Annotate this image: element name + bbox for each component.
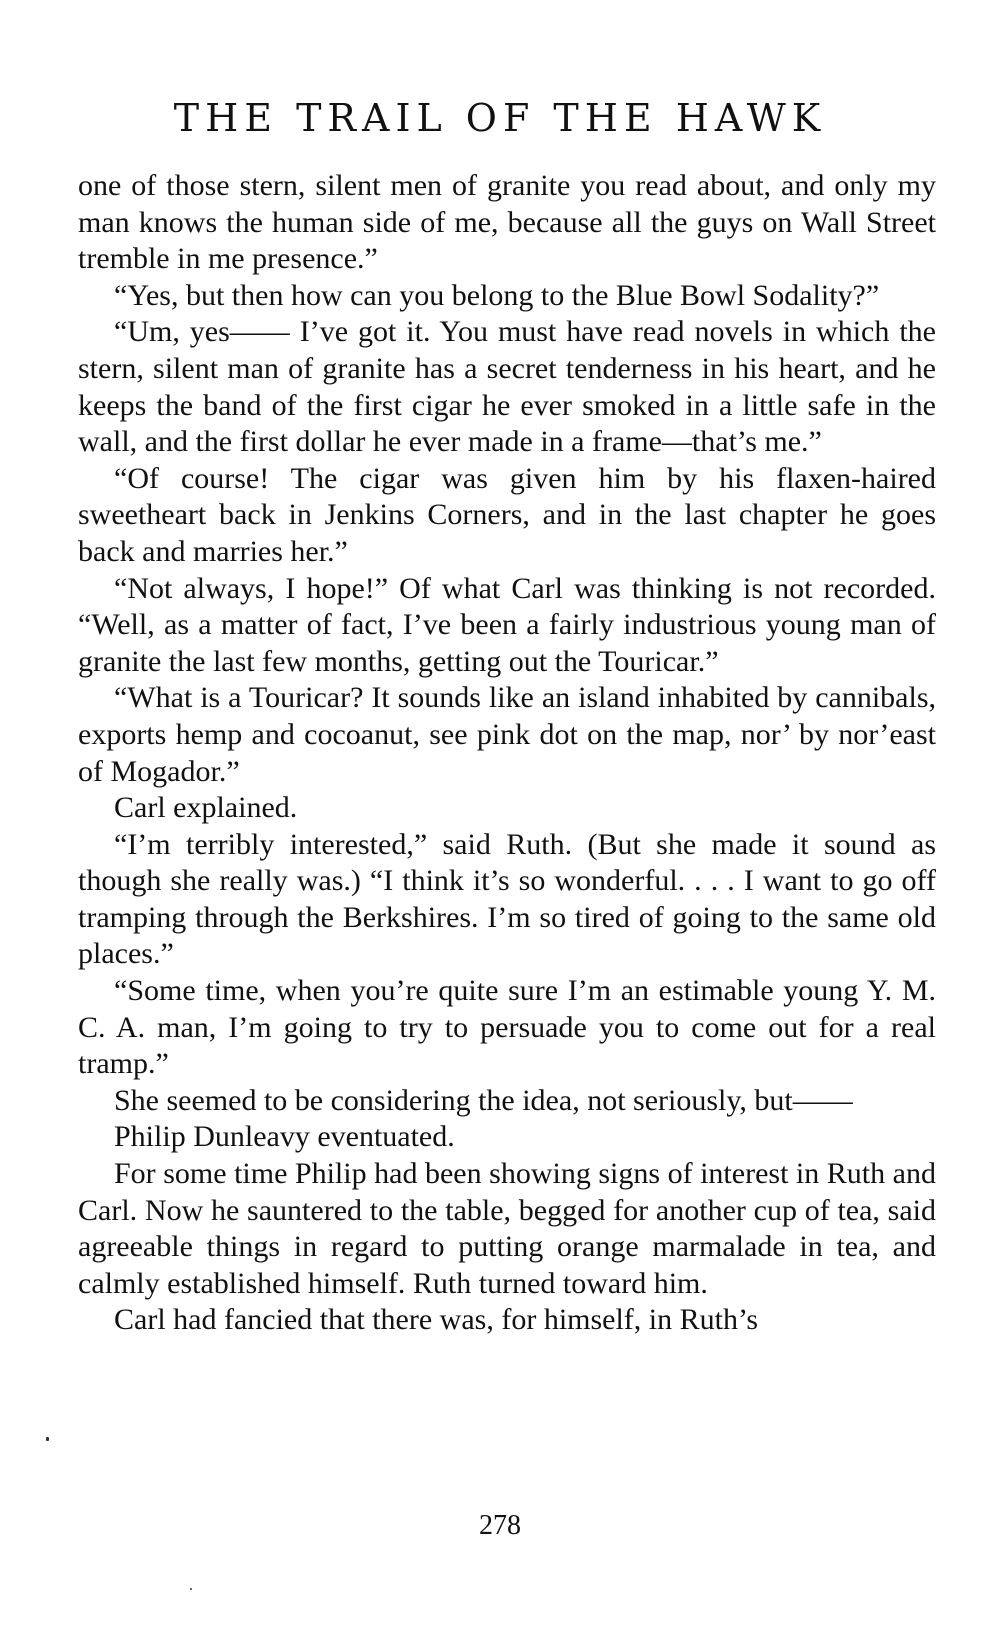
running-head: THE TRAIL OF THE HAWK xyxy=(173,96,827,140)
body-text xyxy=(78,168,936,1339)
paragraph: “What is a Touricar? It sounds like an island inhabited by cannibals, exports hemp and cocoanut, see pink dot on the map, nor’ by nor’east of Mogador.” xyxy=(78,681,936,788)
paragraph: “Yes, but then how can you belong to the Blue Bowl Sodality?” xyxy=(114,278,880,312)
paragraph: “Not always, I hope!” Of what Carl was thinking is not recorded. “Well, as a matter of fact, I’ve been a fairly industrious young man of granite the last few months, getting out the Touricar.” xyxy=(78,571,936,678)
paragraph: “Of course! The cigar was given him by his flaxen-haired sweetheart back in Jenkins Corners, and in the last chapter he goes back and marries her.” xyxy=(78,461,936,568)
page-number: 278 xyxy=(479,1510,521,1541)
print-speck xyxy=(190,1588,192,1590)
paragraph: one of those stern, silent men of granite you read about, and only my man knows the human side of me, because all the guys on Wall Street tremble in me presence.” xyxy=(78,169,936,276)
paragraph: She seemed to be considering the idea, not seriously, but—— xyxy=(114,1083,853,1117)
paragraph: “I’m terribly interested,” said Ruth. (But she made it sound as though she really was.) “I think it’s so wonderful. . . . I want to go off tramping through the Berkshires. I’m so tired of going to the same old places.” xyxy=(78,827,936,971)
paragraph: For some time Philip had been showing signs of interest in Ruth and Carl. Now he sauntered to the table, begged for another cup of tea, said agreeable things in regard to putting orange marmalade in tea, and calmly established himself. Ruth turned toward him. xyxy=(78,1157,936,1300)
paragraph: “Some time, when you’re quite sure I’m an estimable young Y. M. C. A. man, I’m going to try to persuade you to come out for a real tramp.” xyxy=(78,974,936,1081)
paragraph: Carl had fancied that there was, for himself, in Ruth’s xyxy=(114,1303,758,1337)
paragraph: Philip Dunleavy eventuated. xyxy=(114,1120,455,1154)
paragraph: Carl explained. xyxy=(114,791,298,825)
paragraph: “Um, yes—— I’ve got it. You must have read novels in which the stern, silent man of granite has a secret tenderness in his heart, and he keeps the band of the first cigar he ever smoked in a little safe in the wall, and the first dollar he ever made in a frame—that’s me.” xyxy=(78,315,936,459)
print-speck xyxy=(46,1437,49,1441)
